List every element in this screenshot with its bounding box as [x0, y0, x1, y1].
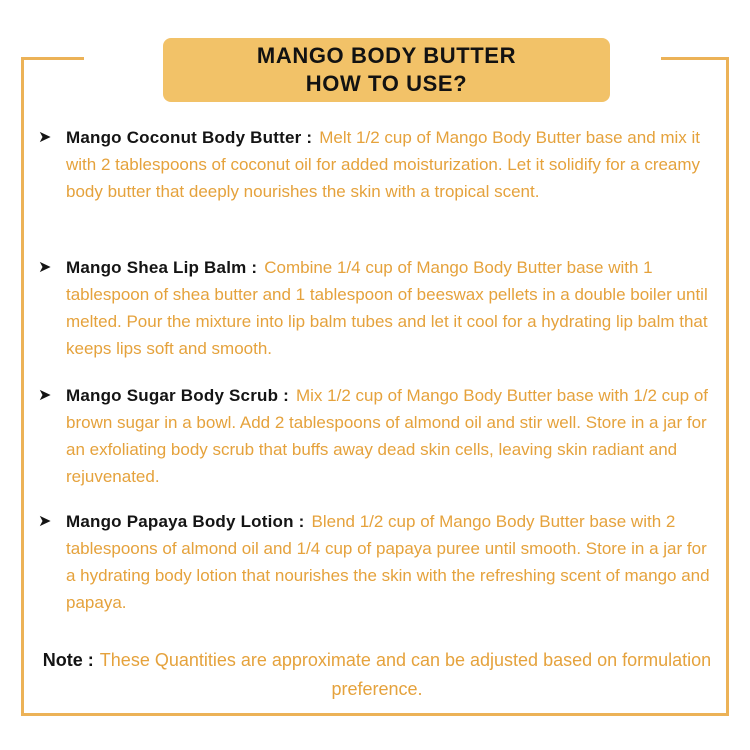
arrow-bullet-icon: ➤	[38, 129, 52, 146]
instruction-text	[66, 508, 716, 616]
list-item	[38, 254, 716, 362]
instruction-text	[66, 382, 716, 490]
list-item	[38, 382, 716, 490]
note-label: Note :	[42, 650, 94, 670]
instruction-text	[66, 254, 716, 362]
arrow-bullet-icon: ➤	[38, 259, 52, 276]
page-title-line1: MANGO BODY BUTTER	[256, 42, 517, 68]
instruction-title: Mango Shea Lip Balm :	[66, 258, 258, 277]
arrow-bullet-icon: ➤	[38, 513, 52, 530]
instruction-title: Mango Sugar Body Scrub :	[66, 386, 289, 405]
list-item	[38, 508, 716, 616]
instruction-title: Mango Papaya Body Lotion :	[66, 512, 305, 531]
instruction-body: Mix 1/2 cup of Mango Body Butter base with 1/2 cup of brown sugar in a bowl. Add 2 tablespoons of almond oil and stir well. Store in a jar for an exfoliating body scrub that buffs away dead skin cells, leaving skin radiant and rejuvenated.	[66, 386, 708, 486]
instruction-body: Blend 1/2 cup of Mango Body Butter base with 2 tablespoons of almond oil and 1/4 cup of papaya puree until smooth. Store in a jar for a hydrating body lotion that nourishes the skin with the refreshing scent of mango and papaya.	[66, 512, 710, 612]
instructions-list	[38, 0, 716, 750]
instruction-text	[66, 124, 716, 205]
instruction-body: Melt 1/2 cup of Mango Body Butter base and mix it with 2 tablespoons of coconut oil for added moisturization. Let it solidify for a creamy body butter that deeply nourishes the skin with a tropical scent.	[66, 128, 701, 201]
list-item	[38, 124, 716, 205]
instruction-body: Combine 1/4 cup of Mango Body Butter base with 1 tablespoon of shea butter and 1 tablespoon of beeswax pellets in a double boiler until melted. Pour the mixture into lip balm tubes and let it cool for a hydrating lip balm that keeps lips soft and smooth.	[66, 258, 708, 358]
arrow-bullet-icon: ➤	[38, 387, 52, 404]
page-title-line2: HOW TO USE?	[305, 71, 468, 96]
note-text: These Quantities are approximate and can be adjusted based on formulation preference.	[99, 650, 712, 699]
instruction-title: Mango Coconut Body Butter :	[66, 128, 313, 147]
note-section	[38, 646, 716, 704]
